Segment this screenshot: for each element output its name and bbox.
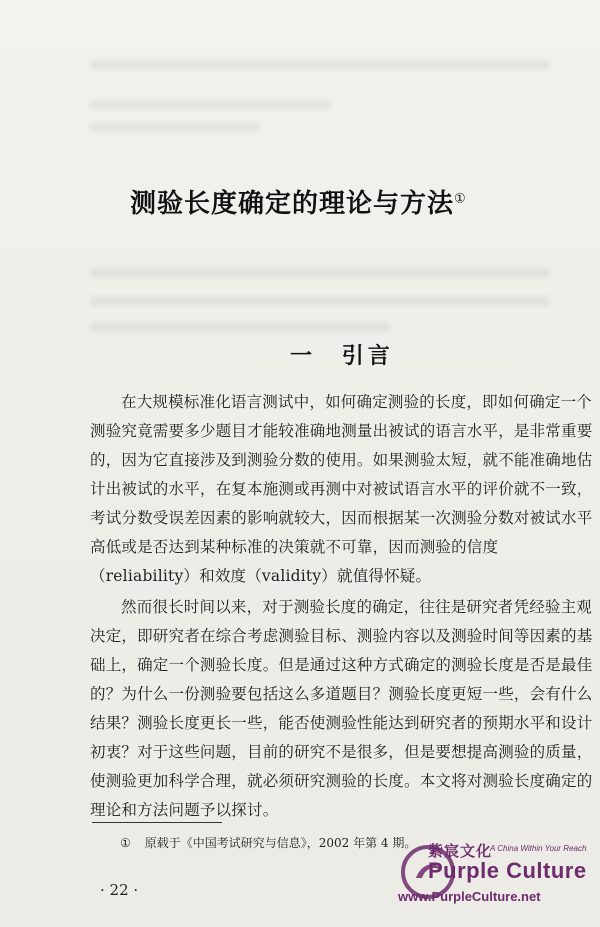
title-footnote-marker: ① xyxy=(454,191,467,207)
watermark-tagline: A China Within Your Reach xyxy=(490,844,587,853)
watermark-url: www.PurpleCulture.net xyxy=(398,889,541,904)
bleed-through-line xyxy=(90,268,550,278)
article-title-text: 测验长度确定的理论与方法 xyxy=(130,189,455,219)
paragraph: 然而很长时间以来，对于测验长度的确定，往往是研究者凭经验主观决定，即研究者在综合考虑测验目标、测验内容以及测验时间等因素的基础上，确定一个测验长度。但是通过这种方式确定的测验长度是否是最佳的？为什么一份测验要包括这么多道题目？测验长度更短一些，会有什么结果？测验长度更长一些，能否使测验性能达到研究者的预期水平和设计初衷？对于这些问题，目前的研究不是很多，但是要想提高测验的质量，使测验更加科学合理，就必须研究测验的长度。本文将对测验长度确定的理论和方法问题予以探讨。 xyxy=(90,598,593,819)
bleed-through-line xyxy=(90,60,550,70)
section-heading-text: 引言 xyxy=(341,343,394,369)
section-heading xyxy=(290,339,490,370)
body-text xyxy=(90,388,598,825)
purple-culture-watermark xyxy=(398,838,598,908)
bleed-through-line xyxy=(90,322,390,332)
footnote-text: 原载于《中国考试研究与信息》，2002 年第 4 期。 xyxy=(144,836,417,850)
footnote-mark: ① xyxy=(120,836,131,850)
watermark-chinese: 紫宸文化 xyxy=(428,842,493,860)
bleed-through-line xyxy=(90,296,550,306)
page-number: · 22 · xyxy=(100,881,139,899)
bleed-through-line xyxy=(90,100,330,110)
section-number: 一 xyxy=(290,343,317,369)
paragraph: 在大规模标准化语言测试中，如何确定测验的长度，即如何确定一个测验究竟需要多少题目才能较准确地测量出被试的语言水平，是非常重要的，因为它直接涉及到测验分数的使用。如果测验太短，就不能准确地估计出被试的水平，在复本施测或再测中对被试语言水平的评价就不一致，考试分数受误差因素的影响就较大，因而根据某一次测验分数对被试水平高低或是否达到某种标准的决策就不可靠，因而测验的信度（reliability）和效度（validity）就值得怀疑。 xyxy=(90,393,593,585)
footnote-divider xyxy=(92,822,222,823)
article-title xyxy=(130,183,550,220)
watermark-brand: Purple Culture xyxy=(428,858,587,883)
bleed-through-line xyxy=(90,122,260,132)
